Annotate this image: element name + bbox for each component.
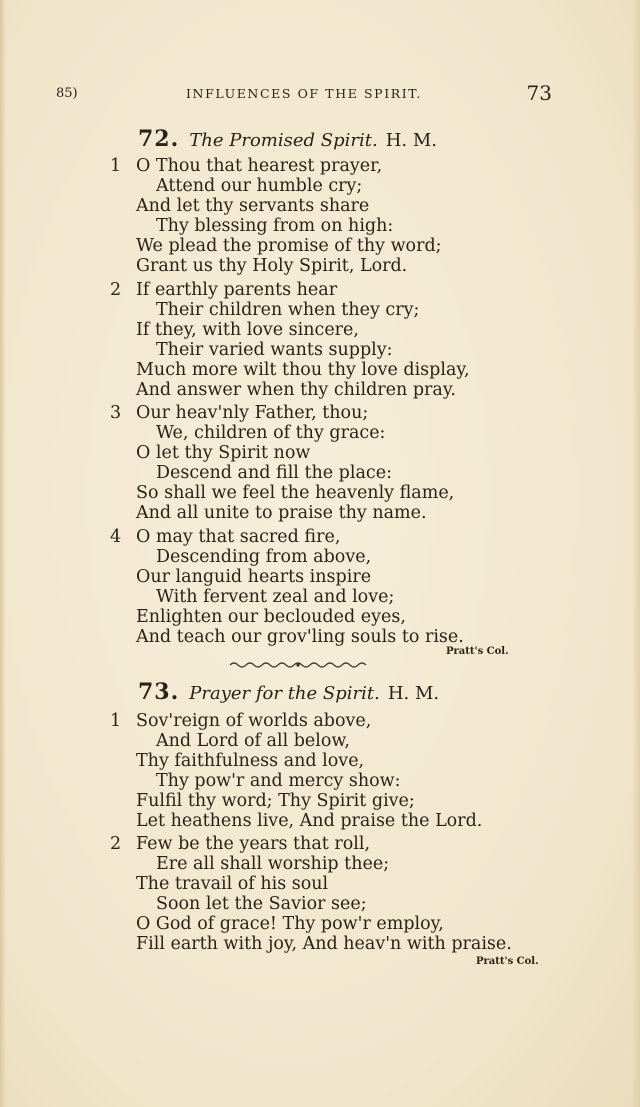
page-number: 73 [526, 81, 552, 105]
hymn-number: 73. [138, 679, 180, 705]
verse-line: And all unite to praise thy name. [136, 503, 427, 523]
left-folio: 85) [56, 86, 78, 101]
verse-line: Our languid hearts inspire [136, 567, 372, 587]
hymn-number: 72. [138, 126, 180, 152]
verse-line: We plead the promise of thy word; [136, 236, 442, 256]
verse-line: And teach our grov'ling souls to rise. [136, 627, 464, 647]
verse-line: O may that sacred fire, [136, 527, 341, 547]
verse-line: Descending from above, [156, 547, 372, 567]
verse-line: Their varied wants supply: [156, 340, 393, 360]
verse-line: Few be the years that roll, [136, 834, 371, 854]
hymn-meter: H. M. [385, 130, 437, 151]
verse-number: 1 [110, 711, 122, 731]
verse-line: O God of grace! Thy pow'r employ, [136, 914, 444, 934]
page-edge-right [632, 0, 640, 1107]
verse-line: Thy blessing from on high: [156, 216, 394, 236]
verse-number: 3 [110, 403, 122, 423]
verse-line: Attend our humble cry; [156, 176, 363, 196]
verse-number: 4 [110, 527, 122, 547]
attribution: Pratt's Col. [476, 956, 539, 967]
verse-line: If earthly parents hear [136, 280, 338, 300]
hymn-73-title [138, 679, 439, 705]
verse-line: Thy pow'r and mercy show: [156, 771, 401, 791]
verse-number: 1 [110, 156, 122, 176]
verse-line: O Thou that hearest prayer, [136, 156, 383, 176]
page-edge-left [0, 0, 6, 1107]
verse-line: Fill earth with joy, And heav'n with praise. [136, 934, 512, 954]
verse-line: Thy faithfulness and love, [136, 751, 365, 771]
verse-line: Grant us thy Holy Spirit, Lord. [136, 256, 408, 276]
hymn-name: The Promised Spirit. [189, 130, 378, 151]
verse-line: Our heav'nly Father, thou; [136, 403, 369, 423]
verse-line: Ere all shall worship thee; [156, 854, 390, 874]
verse-line: And let thy servants share [136, 196, 370, 216]
running-head-title: INFLUENCES OF THE SPIRIT. [186, 86, 422, 101]
verse-line: Descend and fill the place: [156, 463, 392, 483]
verse-line: Soon let the Savior see; [156, 894, 367, 914]
verse-line: We, children of thy grace: [156, 423, 386, 443]
verse-line: Fulfil thy word; Thy Spirit give; [136, 791, 415, 811]
verse-line: Their children when they cry; [156, 300, 420, 320]
verse-line: Sov'reign of worlds above, [136, 711, 372, 731]
verse-number: 2 [110, 834, 122, 854]
verse-line: Enlighten our beclouded eyes, [136, 607, 406, 627]
verse-line: If they, with love sincere, [136, 320, 359, 340]
hymn-name: Prayer for the Spirit. [189, 683, 380, 704]
verse-line: And answer when thy children pray. [136, 380, 456, 400]
attribution: Pratt's Col. [446, 646, 509, 657]
verse-number: 2 [110, 280, 122, 300]
hymn-meter: H. M. [387, 683, 440, 704]
ornamental-divider [228, 660, 368, 670]
verse-line: With fervent zeal and love; [156, 587, 395, 607]
running-head [56, 81, 552, 106]
verse-line: Let heathens live, And praise the Lord. [136, 811, 483, 831]
verse-line: And Lord of all below, [156, 731, 350, 751]
hymn-72-title [138, 126, 437, 152]
verse-line: So shall we feel the heavenly flame, [136, 483, 455, 503]
verse-line: The travail of his soul [136, 874, 329, 894]
verse-line: O let thy Spirit now [136, 443, 311, 463]
verse-line: Much more wilt thou thy love display, [136, 360, 470, 380]
